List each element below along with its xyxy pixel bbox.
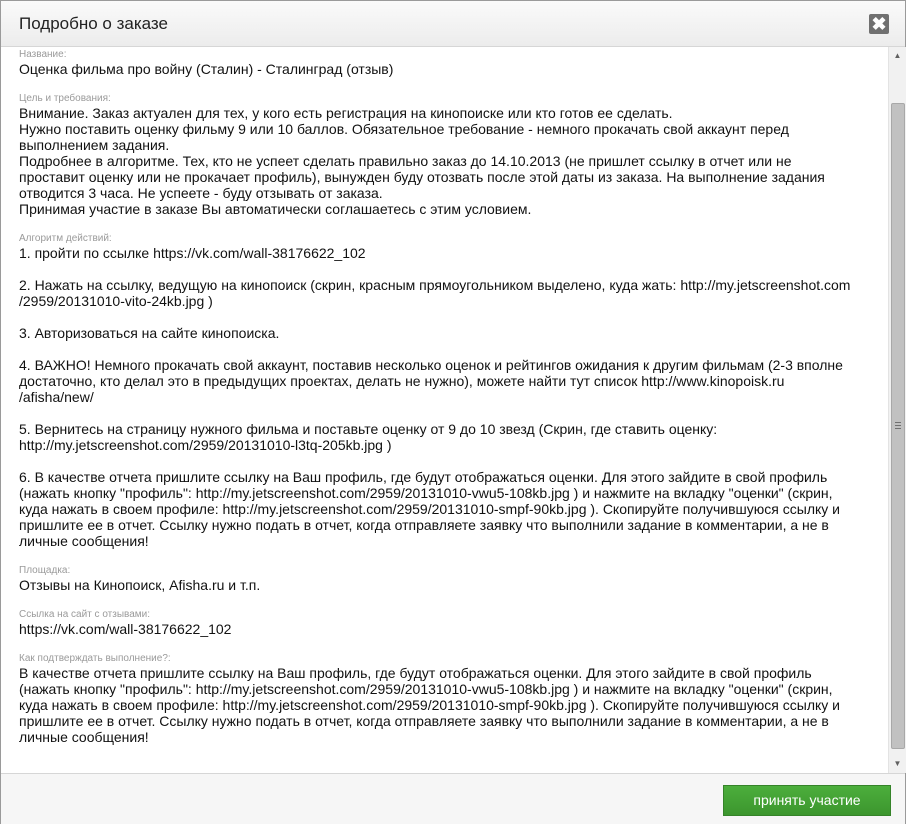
section-platform <box>19 564 870 593</box>
dialog-titlebar <box>1 1 905 47</box>
section-label: Цель и требования: <box>19 93 111 104</box>
section-label: Как подтверждать выполнение?: <box>19 653 171 664</box>
section-value: 1. пройти по ссылке https://vk.com/wall-38176622_102 2. Нажать на ссылку, ведущую на кинопоиск (скрин, красным прямоугольником выделено, куда жать: http://my.jetscreenshot.com /2959/20131010-vito-24kb.jpg ) 3. Авторизоваться на сайте кинопоиска. 4. ВАЖНО! Немного прокачать свой аккаунт, поставив несколько оценок и рейтингов ожидания к другим фильмам (2-3 вполне достаточно, кто делал это в предыдущих проектах, делать не нужно), можете найти тут список http://www.kinopoisk.ru /afisha/new/ 5. Вернитесь на страницу нужного фильма и поставьте оценку от 9 до 10 звезд (Скрин, где ставить оценку: http://my.jetscreenshot.com/2959/20131010-l3tq-205kb.jpg ) 6. В качестве отчета пришлите ссылку на Ваш профиль, где будут отображаться оценки. Для этого зайдите в свой профиль (нажать кнопку "профиль": http://my.jetscreenshot.com/2959/20131010-vwu5-108kb.jpg ) и нажмите на вкладку "оценки" (скрин, куда нажать в своем профиле: http://my.jetscreenshot.com/2959/20131010-smpf-90kb.jpg ). Скопируйте получившуюся ссылку и пришлите ее в отчет. Ссылку нужно подать в отчет, когда отправляете заявку что выполнили задание в комментарии, а не в личные сообщения! <box>19 245 851 549</box>
section-label: Площадка: <box>19 565 71 576</box>
section-value: Внимание. Заказ актуален для тех, у кого есть регистрация на кинопоиске или кто готов ее сделать. Нужно поставить оценку фильму 9 или 10 баллов. Обязательное требование - немного прокачать свой аккаунт перед выполнением задания. Подробнее в алгоритме. Тех, кто не успеет сделать правильно заказ до 14.10.2013 (не пришлет ссылку в отчет или не проставит оценку или не прокачает профиль), вынужден буду отозвать после этой даты из заказа. На выполнение задания отводится 3 часа. Не успеете - буду отзывать от заказа. Принимая участие в заказе Вы автоматически соглашаетесь с этим условием. <box>19 105 825 217</box>
dialog-content[interactable] <box>1 47 888 773</box>
dialog-footer <box>1 773 905 824</box>
scroll-up-arrow-icon[interactable]: ▲ <box>893 51 902 60</box>
section-label: Алгоритм действий: <box>19 233 112 244</box>
dialog-title: Подробно о заказе <box>19 14 168 33</box>
section-value: В качестве отчета пришлите ссылку на Ваш профиль, где будут отображаться оценки. Для этого зайдите в свой профиль (нажать кнопку "профиль": http://my.jetscreenshot.com/2959/20131010-vwu5-108kb.jpg ) и нажмите на вкладку "оценки" (скрин, куда нажать в своем профиле: http://my.jetscreenshot.com/2959/20131010-smpf-90kb.jpg ). Скопируйте получившуюся ссылку и пришлите ее в отчет. Ссылку нужно подать в отчет, когда отправляете заявку что выполнили задание в комментарии, а не в личные сообщения! <box>19 665 840 745</box>
section-value: Отзывы на Кинопоиск, Afisha.ru и т.п. <box>19 577 261 593</box>
vertical-scrollbar[interactable] <box>888 47 906 773</box>
section-label: Ссылка на сайт с отзывами: <box>19 609 151 620</box>
scrollbar-thumb[interactable] <box>891 103 905 749</box>
section-value: https://vk.com/wall-38176622_102 <box>19 621 232 637</box>
accept-participation-button[interactable]: принять участие <box>723 785 891 816</box>
close-icon[interactable]: ✖ <box>869 14 889 34</box>
scroll-down-arrow-icon[interactable]: ▼ <box>893 759 902 768</box>
section-algorithm <box>19 232 870 549</box>
section-value: Оценка фильма про войну (Сталин) - Сталинград (отзыв) <box>19 61 394 77</box>
section-reviews-link <box>19 608 870 637</box>
section-confirmation <box>19 652 870 745</box>
section-goal-requirements <box>19 92 870 217</box>
scrollbar-grip-icon <box>895 422 901 423</box>
section-name <box>19 48 870 77</box>
section-label: Название: <box>19 49 67 60</box>
